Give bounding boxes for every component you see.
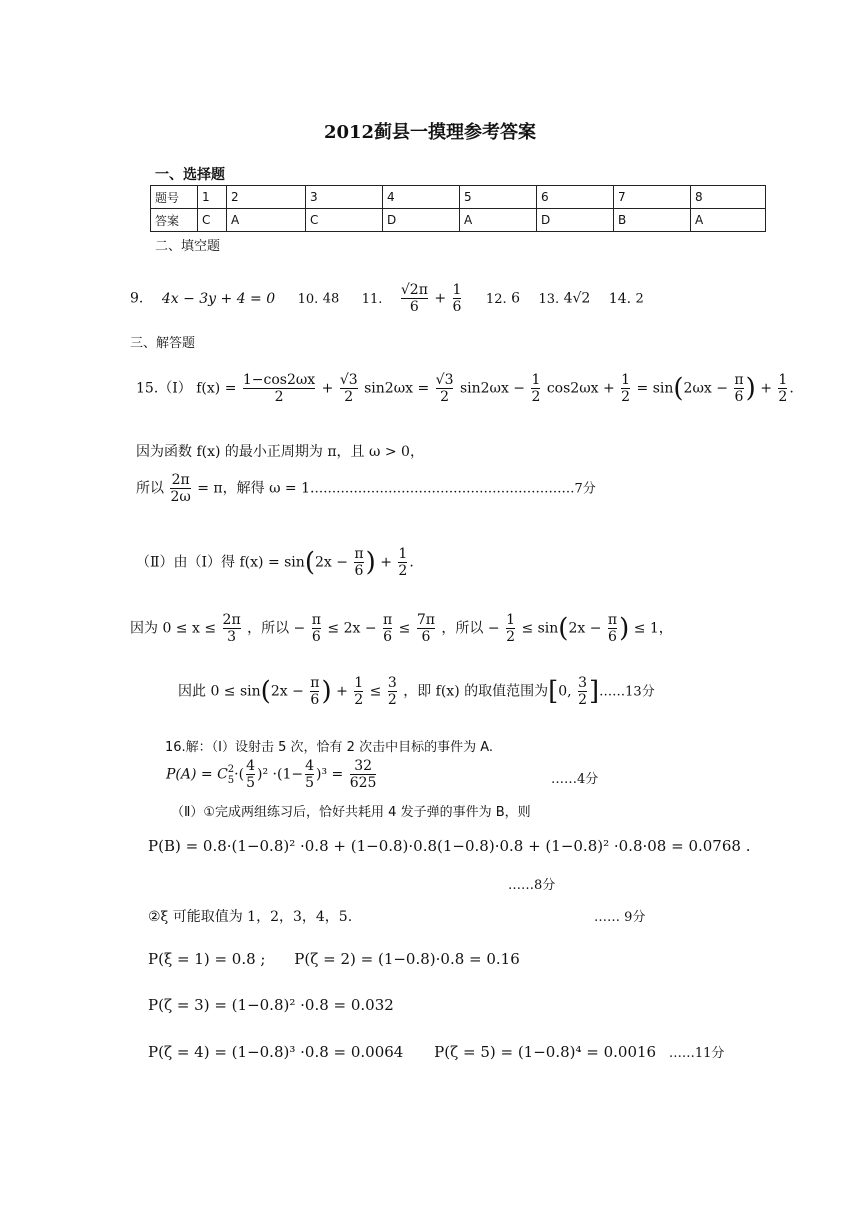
numerator: 3 (387, 675, 397, 691)
formula-text: 因为 0 ≤ x ≤ (130, 620, 217, 637)
score-marker: ……13分 (599, 684, 655, 700)
fraction (354, 675, 363, 708)
fraction (305, 758, 314, 791)
fraction (350, 758, 377, 791)
p15-line1: 15.（Ⅰ） f(x) = $\frac{1-\cos 2\omega x}{2}$ + $\frac{√3}{2}$ sin2ωx = $\frac{√3}{2}$ sin2ωx − $\frac{1}{2}$ cos2ωx + $\frac{1}{2}$ = sin(2ωx − $\frac{\pi}{6}$ ) + $\frac{1}{2}$ . (136, 372, 794, 406)
q10-answer: 48 (322, 291, 340, 307)
denominator: 6 (734, 389, 744, 406)
formula-text: = sin (636, 380, 674, 397)
fraction (243, 372, 315, 405)
numerator: π (311, 612, 321, 628)
formula-text: )³ = (316, 766, 344, 783)
denominator: 5 (305, 775, 315, 792)
p16-score-4: ……4分 (551, 772, 599, 787)
denominator: 6 (383, 629, 393, 646)
denominator: 625 (349, 775, 377, 792)
formula-text: P(ζ = 4) = (1−0.8)³ ·0.8 = 0.0064 (148, 1043, 404, 1061)
formula-text: P(ζ = 2) = (1−0.8)·0.8 = 0.16 (294, 950, 520, 968)
table-cell: C (198, 209, 227, 232)
denominator: 6 (310, 692, 320, 709)
q12-label: 12. (485, 291, 507, 307)
p16-score-8: ……8分 (508, 878, 556, 893)
formula-text: sin2ωx = (364, 380, 430, 397)
table-cell: 3 (306, 186, 383, 209)
numerator: 1 (452, 282, 462, 298)
fraction (734, 372, 743, 405)
p16-line1: 16.解：（Ⅰ）设射击 5 次，恰有 2 次击中目标的事件为 A. (165, 740, 494, 755)
fraction (417, 612, 435, 645)
numerator: 4 (305, 758, 315, 774)
table-cell: 5 (460, 186, 537, 209)
formula-text: ，即 f(x) 的取值范围为 (403, 683, 549, 700)
formula-text: 2ωx − (683, 380, 728, 397)
p16-line7: P(ζ = 3) = (1−0.8)² ·0.8 = 0.032 (148, 996, 394, 1014)
fraction (436, 372, 454, 405)
formula-text: 所以 (136, 480, 164, 497)
table-cell: 7 (614, 186, 691, 209)
formula-text: P(ξ = 1) = 0.8 ; (148, 950, 266, 968)
q9-label: 9. (130, 290, 144, 307)
fraction (608, 612, 617, 645)
fraction (531, 372, 540, 405)
numerator: 1 (506, 612, 515, 628)
numerator: 32 (354, 758, 373, 774)
superscript: 2 (227, 763, 235, 775)
denominator: 6 (401, 298, 428, 315)
p16-line6 (148, 950, 520, 968)
formula-text: = π，解得 ω = 1. (197, 480, 315, 497)
subscript: 5 (227, 774, 235, 786)
fraction (383, 612, 392, 645)
formula-text: 2x − (314, 554, 348, 571)
numerator: √2π (400, 282, 428, 298)
table-cell: 1 (198, 186, 227, 209)
numerator: 2π (171, 472, 190, 488)
denominator: 5 (246, 775, 256, 792)
formula-text: cos2ωx + (546, 380, 615, 397)
formula-text: 因此 0 ≤ sin (178, 683, 261, 700)
table-row (151, 186, 766, 209)
table-cell: B (614, 209, 691, 232)
numerator: π (310, 675, 320, 691)
denominator: 2 (354, 692, 364, 709)
numerator: 3 (578, 675, 587, 691)
fraction (312, 612, 321, 645)
q9-answer: 4x − 3y + 4 = 0 (161, 290, 276, 307)
table-cell: C (306, 209, 383, 232)
p16-line3: （Ⅱ）①完成两组练习后，恰好共耗用 4 发子弹的事件为 B，则 (171, 805, 531, 820)
answer-table (150, 185, 766, 232)
denominator: 6 (311, 629, 321, 646)
numerator: π (383, 612, 393, 628)
fraction (621, 372, 630, 405)
numerator: √3 (339, 372, 358, 388)
formula-text: 2x − (568, 620, 602, 637)
p15-line2: 因为函数 f(x) 的最小正周期为 π，且 ω > 0， (136, 444, 424, 460)
p16-line8 (148, 1042, 724, 1061)
formula-text: ，所以 − (441, 620, 500, 637)
fraction (223, 612, 241, 645)
formula-text: 2x − (270, 683, 304, 700)
denominator: 2 (621, 389, 631, 406)
p16-line5: ②ξ 可能取值为 1，2，3，4，5. (148, 909, 353, 925)
numerator: 1 (621, 372, 631, 388)
score-marker: ……11分 (668, 1046, 725, 1061)
numerator: 1 (354, 675, 364, 691)
denominator: 3 (223, 628, 241, 645)
formula-text: ·( (234, 766, 245, 783)
section-heading-choice: 一、选择题 (155, 167, 225, 183)
formula-text: ≤ 1， (633, 620, 673, 637)
formula-text: ≤ 2x − (327, 620, 377, 637)
formula-text: . (409, 554, 414, 571)
p16-score-9: …… 9分 (594, 910, 646, 925)
table-cell: 2 (227, 186, 306, 209)
table-cell: 6 (537, 186, 614, 209)
denominator: 2 (340, 388, 358, 405)
denominator: 6 (608, 629, 617, 646)
denominator: 2ω (170, 489, 191, 506)
formula-text: 15.（Ⅰ） f(x) = (136, 380, 237, 397)
p15-line3 (136, 472, 596, 505)
formula-text: )² ·(1− (257, 766, 304, 783)
denominator: 6 (354, 563, 364, 580)
p16-line2 (166, 758, 378, 791)
fraction (354, 546, 363, 579)
plus-sign: + (434, 290, 447, 307)
q14-answer: 2 (635, 291, 644, 307)
numerator: 2π (222, 612, 241, 628)
formula-text: . (789, 380, 794, 397)
denominator: 2 (778, 389, 788, 406)
denominator: 2 (398, 563, 408, 580)
table-cell: A (460, 209, 537, 232)
denominator: 2 (578, 692, 587, 709)
fill-answers-line (130, 282, 644, 315)
table-cell: 4 (383, 186, 460, 209)
fraction (388, 675, 397, 708)
fraction (778, 372, 787, 405)
fraction (578, 675, 587, 708)
formula-text: ≤ sin (521, 620, 559, 637)
table-cell: 答案 (151, 209, 198, 232)
fraction (398, 546, 407, 579)
q11-label: 11. (361, 291, 383, 307)
denominator: 2 (506, 629, 515, 646)
page-title: 2012蓟县一摸理参考答案 (323, 122, 537, 143)
fraction (506, 612, 515, 645)
numerator: π (354, 546, 364, 562)
formula-text: ≤ (369, 683, 382, 700)
numerator: 1 (398, 546, 408, 562)
denominator: 2 (531, 389, 541, 406)
formula-text: + (760, 380, 772, 397)
table-cell: 题号 (151, 186, 198, 209)
table-cell: D (537, 209, 614, 232)
table-cell: A (227, 209, 306, 232)
fraction (246, 758, 255, 791)
p15-line6: 因此 0 ≤ sin(2x − $\frac{\pi}{6}$ ) + $\frac{1}{2}$ ≤ $\frac{3}{2}$ ，即 f(x) 的取值范围为[0, $\frac{3}{2}$ ]……13分 (178, 675, 655, 709)
fraction (340, 372, 358, 405)
q11-fraction-2 (453, 282, 462, 315)
numerator: 1 (531, 372, 541, 388)
numerator: π (734, 372, 744, 388)
table-cell: D (383, 209, 460, 232)
numerator: 1−cos2ωx (242, 372, 316, 388)
numerator: 7π (416, 612, 435, 628)
q11-fraction-1 (401, 282, 428, 315)
p15-line4: （Ⅱ）由（Ⅰ）得 f(x) = sin(2x − $\frac{\pi}{6}$ ) + $\frac{1}{2}$ . (136, 546, 414, 580)
q12-answer: 6 (511, 290, 520, 307)
denominator: 6 (417, 628, 435, 645)
numerator: 1 (778, 372, 788, 388)
formula-text: ≤ (398, 620, 411, 637)
numerator: √3 (435, 372, 454, 388)
denominator: 2 (243, 388, 315, 405)
section-heading-fill: 二、填空题 (155, 239, 221, 254)
table-cell: 8 (691, 186, 766, 209)
denominator: 2 (436, 388, 454, 405)
p16-line4: P(B) = 0.8·(1−0.8)² ·0.8 + (1−0.8)·0.8(1−0.8)·0.8 + (1−0.8)² ·0.8·08 = 0.0768 . (148, 837, 751, 855)
numerator: π (607, 612, 618, 628)
section-heading-solve: 三、解答题 (130, 336, 196, 351)
formula-text: P(ζ = 5) = (1−0.8)⁴ = 0.0016 (434, 1043, 657, 1061)
formula-text: + (321, 380, 334, 397)
table-row (151, 209, 766, 232)
table-cell: A (691, 209, 766, 232)
formula-text: 0, (558, 683, 572, 700)
formula-text: + (336, 683, 348, 700)
formula-text: + (380, 554, 392, 571)
q10-label: 10. (297, 291, 319, 307)
denominator: 2 (387, 692, 397, 709)
p15-line5: 因为 0 ≤ x ≤ $\frac{2\pi}{3}$ ，所以 − $\frac{\pi}{6}$ ≤ 2x − $\frac{\pi}{6}$ ≤ $\frac{7\pi}{6}$ ，所以 − $\frac{1}{2}$ ≤ sin(2x − $\frac{\pi}{6}$ ) ≤ 1， (130, 612, 673, 646)
denominator: 6 (452, 299, 462, 316)
score-marker: ……………………………………………………7分 (314, 481, 596, 497)
formula-text: （Ⅱ）由（Ⅰ）得 f(x) = sin (136, 554, 305, 571)
q14-label: 14. (608, 290, 632, 307)
formula-text: P(A) = C (166, 766, 228, 783)
formula-text: ，所以 − (247, 620, 306, 637)
q13-answer: 4√2 (563, 290, 591, 307)
fraction (170, 472, 190, 505)
fraction (310, 675, 319, 708)
q13-label: 13. (538, 291, 560, 307)
numerator: 4 (246, 758, 256, 774)
formula-text: sin2ωx − (459, 380, 526, 397)
